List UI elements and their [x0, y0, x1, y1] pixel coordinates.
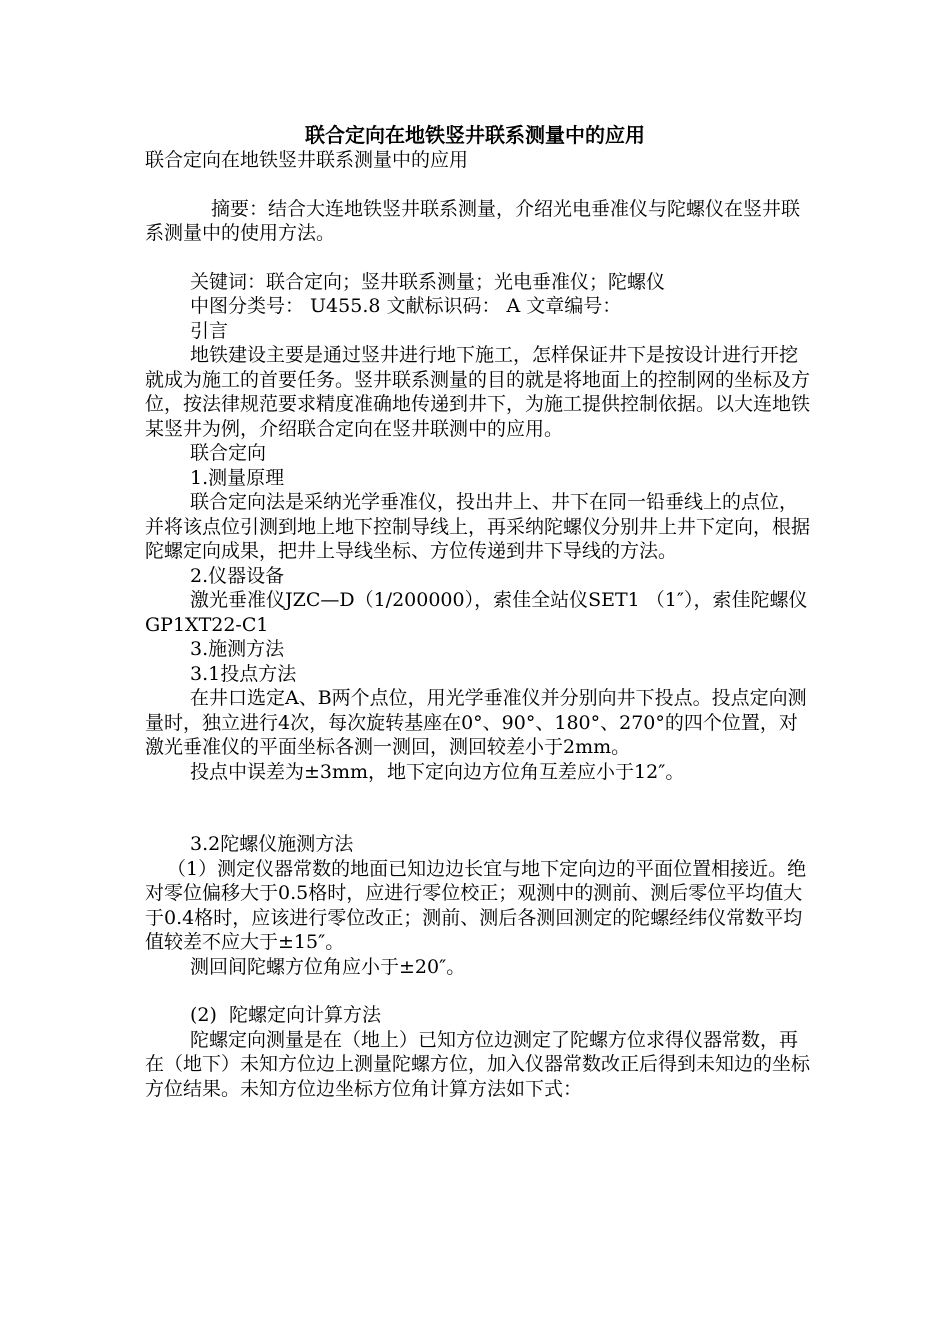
section-3-heading: 3.施测方法 [190, 638, 285, 660]
spacer [145, 246, 813, 270]
section-heading: 联合定向 [190, 442, 267, 464]
document-title: 联合定向在地铁竖井联系测量中的应用 [305, 123, 645, 147]
spacer [145, 173, 813, 197]
intro-heading: 引言 [190, 319, 229, 342]
spacer [145, 979, 813, 1003]
document-subtitle: 联合定向在地铁竖井联系测量中的应用 [145, 149, 469, 171]
section-2-heading: 2.仪器设备 [190, 564, 285, 587]
classification-line: 中图分类号： U455.8 文献标识码： A 文章编号： [190, 295, 622, 317]
section-1-heading: 1.测量原理 [190, 466, 285, 489]
section-3-1-paragraph: 在井口选定A、B两个点位，用光学垂准仪并分别向井下投点。投点定向测量时，独立进行4次，每次旋转基座在0°、90°、180°、270°的四个位置，对激光垂准仪的平面坐标各测一测回，测回较差小于2mm。 [145, 687, 807, 758]
section-3-1-heading: 3.1投点方法 [190, 662, 297, 685]
section-3-2-item-1: （1）测定仪器常数的地面已知边边长宜与地下定向边的平面位置相接近。绝对零位偏移大于0.5格时，应进行零位校正；观测中的测前、测后零位平均值大于0.4格时，应该进行零位改正；测前、测后各测回测定的陀螺经纬仪常数平均值较差不应大于±15″。 [145, 857, 807, 953]
section-3-2-heading: 3.2陀螺仪施测方法 [190, 833, 354, 855]
section-1-paragraph: 联合定向法是采纳光学垂准仪，投出井上、井下在同一铅垂线上的点位，并将该点位引测到地上地下控制导线上，再采纳陀螺仪分别井上井下定向，根据陀螺定向成果，把井上导线坐标、方位传递到井下导线的方法。 [145, 491, 811, 562]
section-3-2-item-1-note: 测回间陀螺方位角应小于±20″。 [190, 955, 466, 978]
spacer [145, 784, 813, 832]
keywords-line: 关键词：联合定向；竖井联系测量；光电垂准仪；陀螺仪 [190, 270, 666, 293]
section-3-1-paragraph-2: 投点中误差为±3mm，地下定向边方位角互差应小于12″。 [190, 760, 685, 783]
document-body [145, 148, 813, 1101]
section-2-paragraph: 激光垂准仪JZC—D（1/200000），索佳全站仪SET1 （1″），索佳陀螺仪GP1XT22-C1 [145, 589, 808, 636]
intro-paragraph: 地铁建设主要是通过竖井进行地下施工，怎样保证井下是按设计进行开挖就成为施工的首要任务。竖井联系测量的目的就是将地面上的控制网的坐标及方位，按法律规范要求精度准确地传递到井下，为施工提供控制依据。以大连地铁某竖井为例，介绍联合定向在竖井联测中的应用。 [145, 344, 811, 440]
section-3-2-item-2-paragraph: 陀螺定向测量是在（地上）已知方位边测定了陀螺方位求得仪器常数，再在（地下）未知方位边上测量陀螺方位，加入仪器常数改正后得到未知边的坐标方位结果。未知方位边坐标方位角计算方法如下式： [145, 1028, 811, 1100]
section-3-2-item-2-heading: (2) 陀螺定向计算方法 [190, 1004, 381, 1026]
abstract-paragraph: 摘要：结合大连地铁竖井联系测量，介绍光电垂准仪与陀螺仪在竖井联系测量中的使用方法。 [145, 197, 801, 244]
